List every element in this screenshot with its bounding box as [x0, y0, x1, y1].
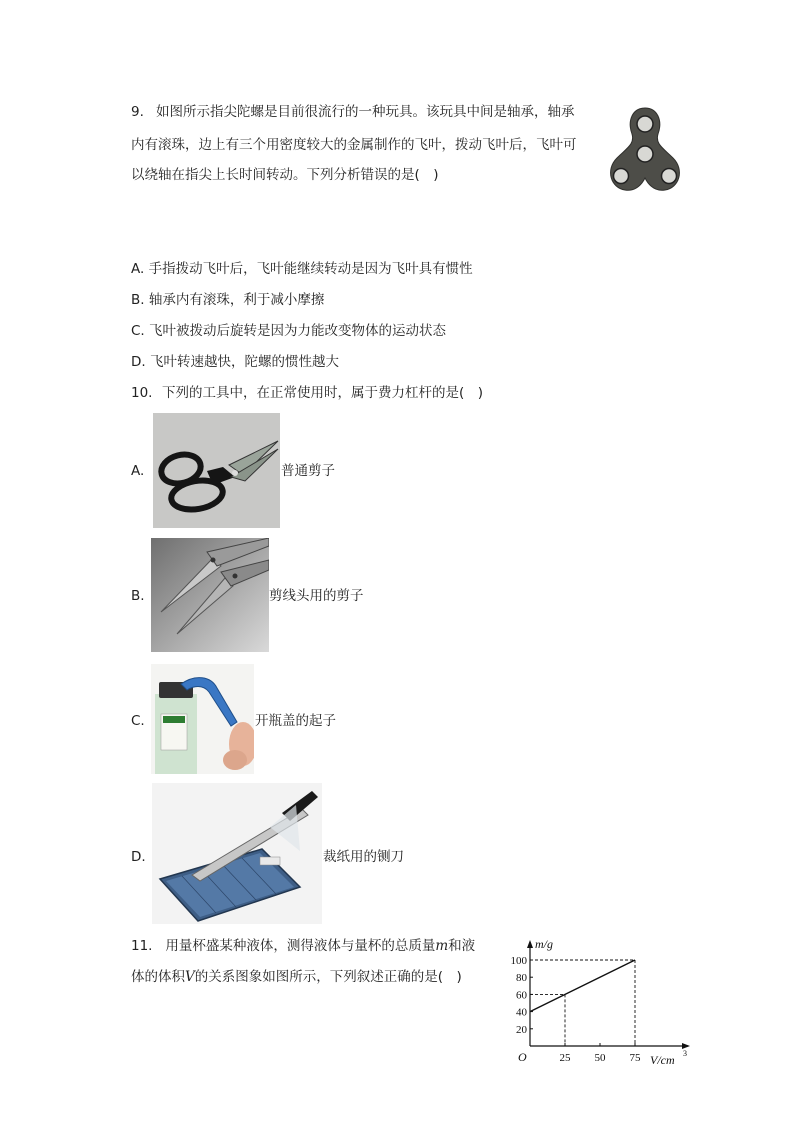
- q10-option-d-letter[interactable]: D.: [131, 849, 146, 865]
- y-tick-label: 20: [516, 1023, 527, 1036]
- q9-option-a-letter: A.: [131, 261, 145, 277]
- bottle-opener-image: [151, 664, 254, 774]
- q9-option-b-letter: B.: [131, 292, 145, 308]
- q10-option-c-letter[interactable]: C.: [131, 713, 145, 729]
- q9-line-1: 如图所示指尖陀螺是目前很流行的一种玩具。该玩具中间是轴承，轴承: [156, 104, 575, 120]
- thread-snips-image: [151, 538, 269, 652]
- scissors-image: [153, 413, 280, 528]
- q9-option-b[interactable]: [131, 290, 324, 310]
- mass-volume-line: [530, 960, 635, 1012]
- q10-option-c-text: 开瓶盖的起子: [255, 713, 336, 729]
- q9-option-d[interactable]: [131, 352, 339, 372]
- q11-line-1-a: 用量杯盛某种液体，测得液体与量杯的总质量: [165, 938, 436, 954]
- q10-number: 10.: [131, 385, 153, 401]
- mass-volume-graph: [500, 934, 700, 1064]
- fidget-spinner-image: [603, 100, 687, 210]
- y-axis-label: m/g: [535, 937, 553, 951]
- x-axis-exponent: 3: [683, 1049, 687, 1058]
- y-tick-label: 80: [516, 972, 527, 985]
- x-tick-label: 75: [629, 1052, 641, 1064]
- y-tick-label: 40: [516, 1006, 527, 1019]
- q10-stem: 下列的工具中，在正常使用时，属于费力杠杆的是( ): [162, 385, 484, 401]
- x-tick-label: 50: [594, 1052, 606, 1064]
- q9-line-2: 内有滚珠，边上有三个用密度较大的金属制作的飞叶，拨动飞叶后，飞叶可: [131, 137, 577, 153]
- q9-option-d-text: 飞叶转速越快，陀螺的惯性越大: [149, 354, 339, 370]
- y-tick-label: 100: [510, 955, 527, 967]
- paper-cutter-image: [152, 783, 322, 924]
- x-tick-label: 25: [559, 1052, 571, 1064]
- q11-var-m: m: [435, 938, 449, 954]
- q10-option-b-letter[interactable]: B.: [131, 588, 145, 604]
- q9-option-c-letter: C.: [131, 323, 145, 339]
- q11-line-2-a: 体的体积: [131, 969, 185, 985]
- q9-number: 9.: [131, 104, 144, 120]
- q11-number: 11.: [131, 938, 153, 954]
- q10-option-d-text: 裁纸用的铡刀: [323, 849, 404, 865]
- q9-option-a-text: 手指拨动飞叶后，飞叶能继续转动是因为飞叶具有惯性: [148, 261, 473, 277]
- x-axis-label: V/cm: [650, 1053, 675, 1064]
- q9-option-c[interactable]: [131, 321, 446, 341]
- q9-option-b-text: 轴承内有滚珠，利于减小摩擦: [148, 292, 325, 308]
- q10-option-a-text: 普通剪子: [281, 463, 335, 479]
- q10-option-b-text: 剪线头用的剪子: [269, 588, 364, 604]
- q11-var-v: V: [185, 969, 195, 985]
- q9-option-a[interactable]: [131, 259, 473, 279]
- q11-line-1: [131, 936, 475, 956]
- q11-line-1-b: 和液: [448, 938, 476, 954]
- q9-option-c-text: 飞叶被拨动后旋转是因为力能改变物体的运动状态: [149, 323, 447, 339]
- q11-line-2: [131, 967, 462, 987]
- y-tick-label: 60: [516, 989, 527, 1002]
- origin-label: O: [518, 1050, 527, 1064]
- q10-option-a-letter[interactable]: A.: [131, 463, 145, 479]
- q9-line-3: 以绕轴在指尖上长时间转动。下列分析错误的是( ): [131, 167, 439, 183]
- graph-svg: [500, 934, 700, 1064]
- y-axis-arrow: [527, 940, 533, 948]
- q9-option-d-letter: D.: [131, 354, 146, 370]
- q11-line-2-b: 的关系图象如图所示，下列叙述正确的是( ): [194, 969, 462, 985]
